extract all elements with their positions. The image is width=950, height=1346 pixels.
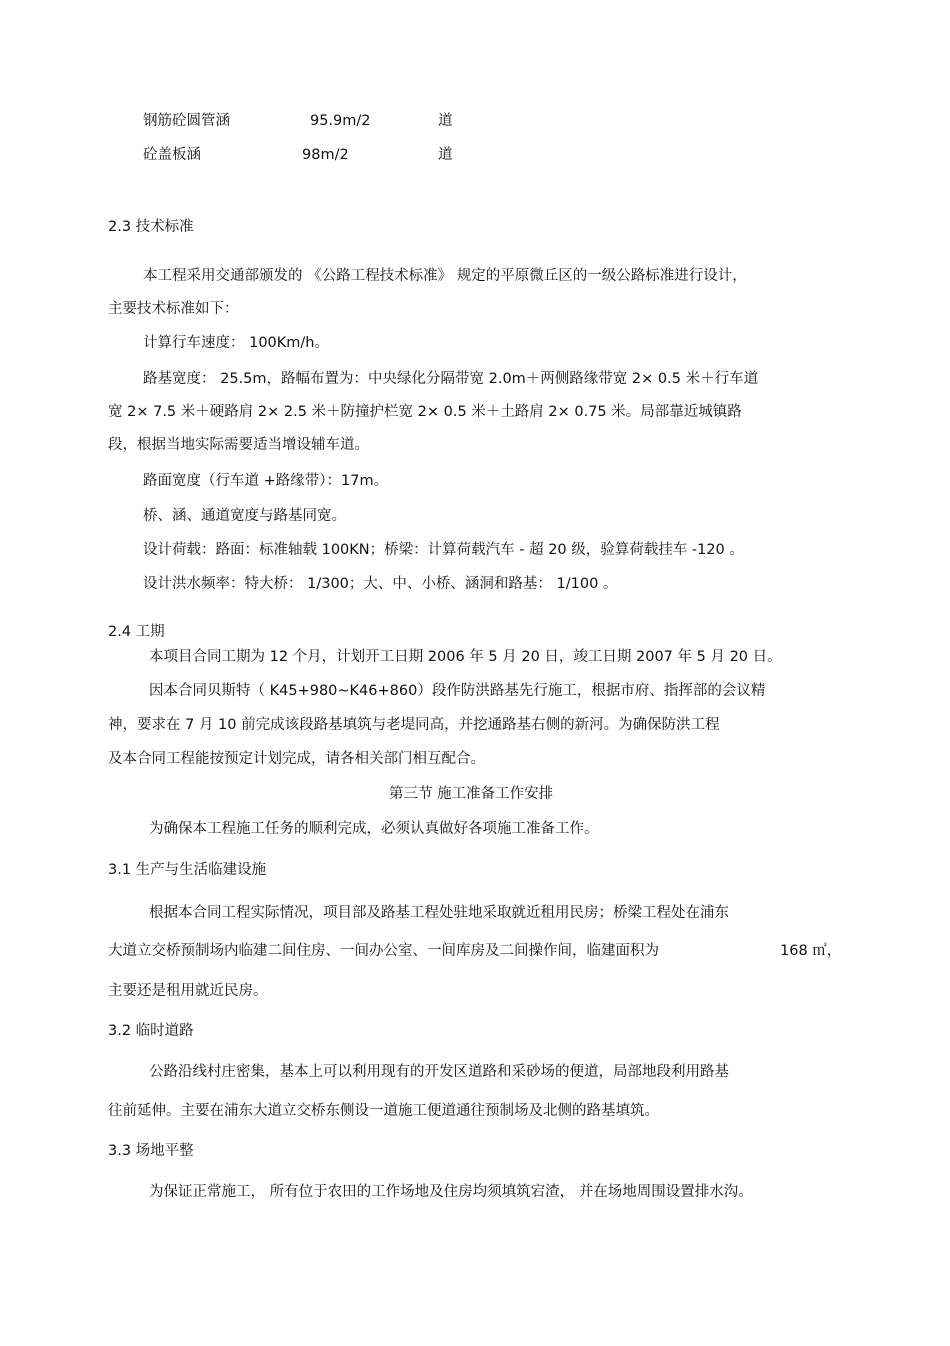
paragraph-facilities-2: 大道立交桥预制场内临建二间住房、一间办公室、一间库房及二间操作间，临建面积为 bbox=[108, 943, 659, 959]
heading-3-2: 3.2 临时道路 bbox=[108, 1023, 194, 1039]
paragraph-standards-1: 本工程采用交通部颁发的 《公路工程技术标准》 规定的平原微丘区的一级公路标准进行设计， bbox=[143, 268, 747, 284]
section-title: 第三节 施工准备工作安排 bbox=[389, 786, 554, 802]
paragraph-schedule: 本项目合同工期为 12 个月，计划开工日期 2006 年 5 月 20 日，竣工日期 2007 年 5 月 20 日。 bbox=[149, 649, 782, 665]
roadbed-width-3: 段，根据当地实际需要适当增设辅车道。 bbox=[108, 437, 369, 453]
heading-3-1: 3.1 生产与生活临建设施 bbox=[108, 862, 267, 878]
paragraph-roads-1: 公路沿线村庄密集，基本上可以利用现有的开发区道路和采砂场的便道，局部地段利用路基 bbox=[149, 1064, 729, 1080]
culvert-unit-1: 道 bbox=[438, 113, 453, 129]
paragraph-facilities-1: 根据本合同工程实际情况，项目部及路基工程处驻地采取就近租用民房；桥梁工程处在浦东 bbox=[149, 905, 729, 921]
facility-area: 168 ㎡， bbox=[780, 943, 842, 959]
culvert-quantity-2: 98m/2 bbox=[302, 147, 349, 163]
heading-2-4: 2.4 工期 bbox=[108, 624, 165, 640]
roadbed-width-2: 宽 2× 7.5 米＋硬路肩 2× 2.5 米＋防撞护栏宽 2× 0.5 米＋土路肩 2× 0.75 米。局部靠近城镇路 bbox=[108, 404, 742, 420]
culvert-quantity-1: 95.9m/2 bbox=[310, 113, 371, 129]
heading-3-3: 3.3 场地平整 bbox=[108, 1143, 194, 1159]
paragraph-flood-2: 神，要求在 7 月 10 前完成该段路基填筑与老堤同高，并挖通路基右侧的新河。为确保防洪工程 bbox=[108, 717, 720, 733]
culvert-unit-2: 道 bbox=[438, 147, 453, 163]
paragraph-flood-1: 因本合同贝斯特（ K45+980~K46+860）段作防洪路基先行施工，根据市府、指挥部的会议精 bbox=[149, 683, 766, 699]
culvert-type-2: 砼盖板涵 bbox=[143, 147, 201, 163]
design-load: 设计荷载：路面：标准轴载 100KN；桥梁：计算荷载汽车 - 超 20 级，验算荷载挂车 -120 。 bbox=[143, 542, 744, 558]
paragraph-standards-2: 主要技术标准如下： bbox=[108, 301, 239, 317]
design-speed: 计算行车速度： 100Km/h。 bbox=[143, 335, 329, 351]
paragraph-site-leveling: 为保证正常施工， 所有位于农田的工作场地及住房均须填筑宕渣， 并在场地周围设置排水沟。 bbox=[149, 1184, 753, 1200]
paragraph-preparation: 为确保本工程施工任务的顺利完成，必须认真做好各项施工准备工作。 bbox=[149, 821, 599, 837]
flood-frequency: 设计洪水频率：特大桥： 1/300；大、中、小桥、涵洞和路基： 1/100 。 bbox=[143, 576, 618, 592]
roadbed-width-1: 路基宽度： 25.5m，路幅布置为：中央绿化分隔带宽 2.0m＋两侧路缘带宽 2× 0.5 米＋行车道 bbox=[143, 371, 759, 387]
bridge-width: 桥、涵、通道宽度与路基同宽。 bbox=[143, 508, 346, 524]
paragraph-flood-3: 及本合同工程能按预定计划完成，请各相关部门相互配合。 bbox=[108, 751, 485, 767]
culvert-type-1: 钢筋砼圆管涵 bbox=[143, 113, 230, 129]
paragraph-roads-2: 往前延伸。主要在浦东大道立交桥东侧设一道施工便道通往预制场及北侧的路基填筑。 bbox=[108, 1103, 659, 1119]
paragraph-facilities-3: 主要还是租用就近民房。 bbox=[108, 983, 268, 999]
heading-2-3: 2.3 技术标准 bbox=[108, 219, 194, 235]
pavement-width: 路面宽度（行车道 +路缘带）：17m。 bbox=[143, 473, 389, 489]
